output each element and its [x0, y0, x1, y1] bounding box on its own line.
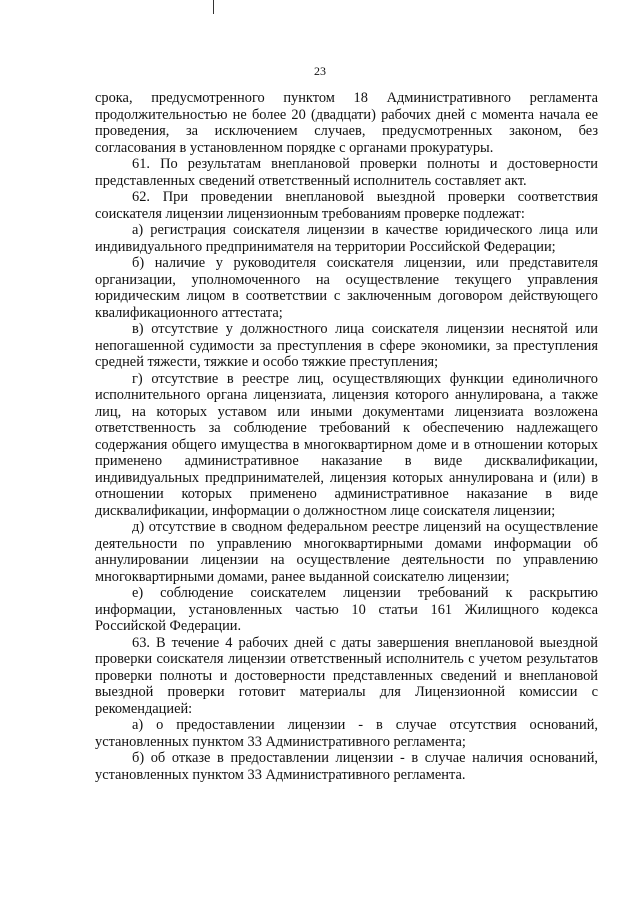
- paragraph-63-a: а) о предоставлении лицензии - в случае отсутствия оснований, установленных пунктом 33 Административного регламента;: [95, 717, 598, 750]
- paragraph-62-d: д) отсутствие в сводном федеральном реестре лицензий на осуществление деятельности по управлению многоквартирными домами информации об аннулировании лицензии на осуществление деятельности по управлению многоквартирными домами, ранее выданной соискателю лицензии;: [95, 519, 598, 585]
- paragraph-62-b: б) наличие у руководителя соискателя лицензии, или представителя организации, уполномоченного на осуществление текущего управления юридическим лицом в соответствии с заключенным договором действующего квалификационного аттестата;: [95, 255, 598, 321]
- page-number: 23: [314, 64, 326, 78]
- binding-mark: [213, 0, 214, 14]
- paragraph-62: 62. При проведении внеплановой выездной проверки соответствия соискателя лицензии лицензионным требованиям проверке подлежат:: [95, 189, 598, 222]
- document-body: [95, 90, 598, 783]
- paragraph-62-e: е) соблюдение соискателем лицензии требований к раскрытию информации, установленных частью 10 статьи 161 Жилищного кодекса Российской Федерации.: [95, 585, 598, 634]
- paragraph-61: 61. По результатам внеплановой проверки полноты и достоверности представленных сведений ответственный исполнитель составляет акт.: [95, 156, 598, 189]
- paragraph-62-g: г) отсутствие в реестре лиц, осуществляющих функции единоличного исполнительного органа лицензиата, лицензия которого аннулирована, а также лиц, на которых уставом или иными документами лицензиата возложена ответственность за соблюдение требований к обеспечению надлежащего содержания общего имущества в многоквартирном доме и в отношении которых применено административное наказание в виде дисквалификации, индивидуальных предпринимателей, лицензия которых аннулирована и (или) в отношении которых применено административное наказание в виде дисквалификации, информации о должностном лице соискателя лицензии;: [95, 370, 598, 519]
- paragraph-63: 63. В течение 4 рабочих дней с даты завершения внеплановой выездной проверки соискателя лицензии ответственный исполнитель с учетом результатов проверки полноты и достоверности представленных сведений и внеплановой выездной проверки готовит материалы для Лицензионной комиссии с рекомендацией:: [95, 634, 598, 717]
- paragraph-63-b: б) об отказе в предоставлении лицензии - в случае наличия оснований, установленных пунктом 33 Административного регламента.: [95, 750, 598, 783]
- paragraph-continuation: срока, предусмотренного пунктом 18 Административного регламента продолжительностью не более 20 (двадцати) рабочих дней с момента начала ее проведения, за исключением случаев, предусмотренных законом, без согласования в установленном порядке с органами прокуратуры.: [95, 90, 598, 156]
- paragraph-62-a: а) регистрация соискателя лицензии в качестве юридического лица или индивидуального предпринимателя на территории Российской Федерации;: [95, 222, 598, 255]
- paragraph-62-v: в) отсутствие у должностного лица соискателя лицензии неснятой или непогашенной судимости за преступления в сфере экономики, за преступления средней тяжести, тяжкие и особо тяжкие преступления;: [95, 321, 598, 370]
